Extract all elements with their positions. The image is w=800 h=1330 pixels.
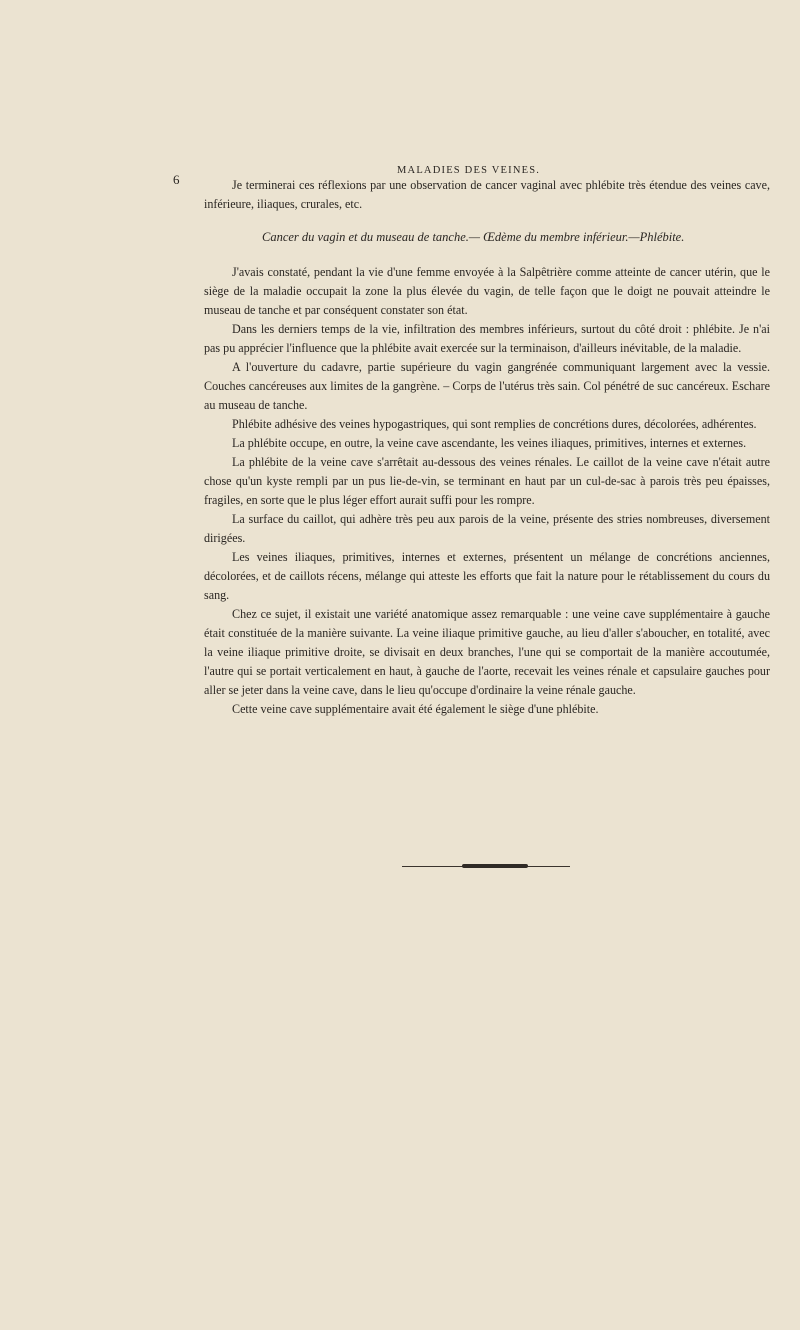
- page-number: 6: [173, 172, 180, 187]
- paragraph-9: Chez ce sujet, il existait une variété anatomique assez remarquable : une veine cave supplémentaire à gauche était constituée de la manière suivante. La veine iliaque primitive gauche, au lieu d'aller s'aboucher, en totalité, avec la veine iliaque primitive droite, se divisait en deux branches, l'une qui se comportait de la manière accoutumée, l'autre qui se portait verticalement en haut, à gauche de l'aorte, recevait les veines rénale et capsulaire gauches pour aller se jeter dans la veine cave, dans le lieu qu'occupe d'ordinaire la veine rénale gauche.: [204, 607, 770, 697]
- paragraph-3: A l'ouverture du cadavre, partie supérieure du vagin gangrénée communiquant largement avec la vessie. Couches cancéreuses aux limites de la gangrène. – Corps de l'utérus très sain. Col pénétré de suc cancéreux. Eschare au museau de tanche.: [204, 360, 770, 412]
- running-title: MALADIES DES VEINES.: [397, 165, 541, 176]
- end-rule-ornament: [462, 864, 528, 868]
- paragraph-1: J'avais constaté, pendant la vie d'une femme envoyée à la Salpêtrière comme atteinte de cancer utérin, que le siège de la maladie occupait la zone la plus élevée du vagin, de telle façon que le doigt ne pouvait atteindre le museau de tanche et par conséquent constater son état.: [204, 265, 770, 317]
- paragraph-4: Phlébite adhésive des veines hypogastriques, qui sont remplies de concrétions dures, décolorées, adhérentes.: [232, 417, 757, 431]
- paragraph-6: La phlébite de la veine cave s'arrêtait au-dessous des veines rénales. Le caillot de la veine cave n'était autre chose qu'un kyste rempli par un pus lie-de-vin, se terminant en haut par un cul-de-sac à parois très peu épaisses, fragiles, en sorte que le plus léger effort aurait suffi pour les rompre.: [204, 455, 770, 507]
- paragraph-10: Cette veine cave supplémentaire avait été également le siège d'une phlébite.: [232, 702, 599, 716]
- intro-paragraph: Je terminerai ces réflexions par une observation de cancer vaginal avec phlébite très étendue des veines cave, inférieure, iliaques, crurales, etc.: [204, 178, 770, 211]
- paragraph-2: Dans les derniers temps de la vie, infiltration des membres inférieurs, surtout du côté droit : phlébite. Je n'ai pas pu apprécier l'influence que la phlébite avait exercée sur la terminaison, d'ailleurs inévitable, de la maladie.: [204, 322, 770, 355]
- main-text: [204, 176, 770, 719]
- paragraph-8: Les veines iliaques, primitives, internes et externes, présentent un mélange de concrétions anciennes, décolorées, et de caillots récens, mélange qui atteste les efforts que fait la nature pour le rétablissement du cours du sang.: [204, 550, 770, 602]
- paragraph-5: La phlébite occupe, en outre, la veine cave ascendante, les veines iliaques, primitives, internes et externes.: [232, 436, 747, 450]
- paragraph-7: La surface du caillot, qui adhère très peu aux parois de la veine, présente des stries nombreuses, diversement dirigées.: [204, 512, 770, 545]
- case-title: Cancer du vagin et du museau de tanche.— Œdème du membre inférieur.—Phlébite.: [262, 230, 685, 244]
